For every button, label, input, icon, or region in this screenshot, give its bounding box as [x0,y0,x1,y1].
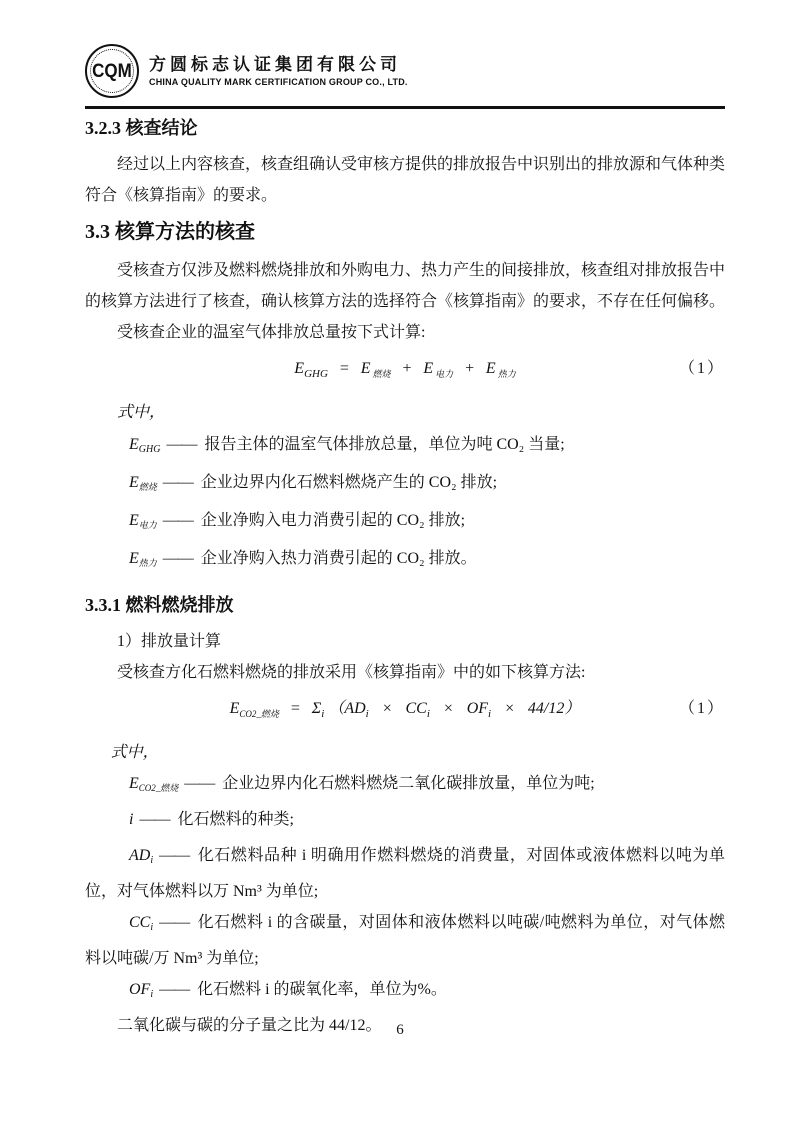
formula-symbol: E [423,360,434,377]
term-symbol: E [129,775,139,792]
definition-text: 企业净购入热力消费引起的 CO₂ 排放。 [200,550,477,567]
formula-number: （1） [678,700,725,717]
definition-dash: —— [159,914,190,931]
formula-subscript: i [488,708,492,720]
formula-subscript: 燃烧 [372,369,391,379]
formula-subscript: 电力 [435,369,454,379]
definition-item [85,542,725,580]
term-subscript: i [150,989,154,1000]
definition-text: 化石燃料的种类; [177,811,294,828]
formula-subscript: GHG [304,368,328,380]
definition-item [85,907,725,974]
formula-subscript: 热力 [497,369,516,379]
term-symbol: E [129,474,139,491]
times-sign: × [504,700,515,717]
heading-3-3: 3.3 核算方法的核查 [85,221,255,243]
company-name-cn: 方圆标志认证集团有限公司 [149,54,401,74]
company-name-en: CHINA QUALITY MARK CERTIFICATION GROUP CO., LTD. [149,76,408,87]
company-header [85,42,725,109]
formula-symbol: AD [344,700,366,717]
definition-dash: —— [139,811,170,828]
paragraph-conclusion: 经过以上内容核查，核查组确认受审核方提供的排放报告中识别出的排放源和气体种类符合《核算指南》的要求。 [85,156,726,204]
definition-item [85,504,725,542]
sigma-symbol: Σ [311,700,322,717]
times-sign: × [381,700,393,717]
term-symbol: AD [129,847,151,864]
paragraph-method-intro: 受核查方化石燃料燃烧的排放采用《核算指南》中的如下核算方法: [117,664,586,681]
formula-subscript: CO2_燃烧 [239,709,279,719]
definition-text: 化石燃料品种 i 明确用作燃料燃烧的消费量，对固体或液体燃料以吨为单位，对气体燃料以万 Nm³ 为单位; [85,847,725,900]
formula-fuel-combustion [85,692,725,731]
term-subscript: 热力 [138,558,157,568]
definition-dash: —— [162,550,193,567]
definition-text: 企业边界内化石燃料燃烧二氧化碳排放量，单位为吨; [222,775,595,792]
formula-symbol: E [294,360,305,377]
formula-symbol: E [229,700,240,717]
term-symbol: i [129,811,134,828]
where-label: 式中， [110,744,159,761]
company-names [149,54,408,89]
equals-sign: = [289,700,301,717]
definition-item [85,840,725,907]
heading-3-2-3: 3.2.3 核查结论 [85,118,198,138]
formula-symbol: CC [405,700,427,717]
definition-dash: —— [162,474,193,491]
open-paren: （ [328,700,345,717]
formula-subscript: i [365,708,369,720]
equals-sign: = [338,360,350,377]
term-subscript: i [150,922,154,933]
formula-ghg-total [85,352,725,391]
definition-dash: —— [159,981,190,998]
heading-3-3-1: 3.3.1 燃料燃烧排放 [85,595,234,615]
where-label: 式中， [117,404,166,421]
term-symbol: CC [129,914,151,931]
definition-item [85,428,725,466]
definition-dash: —— [166,436,197,453]
definition-item [85,974,725,1010]
definition-dash: —— [162,512,193,529]
formula-symbol: OF [466,700,489,717]
formula-subscript: i [426,708,430,720]
close-paren: ） [564,700,581,717]
term-symbol: E [129,436,139,453]
term-symbol: OF [129,981,151,998]
paragraph-molecular-ratio: 二氧化碳与碳的分子量之比为 44/12。 [117,1017,382,1034]
definition-dash: —— [184,775,215,792]
cqm-seal-icon [85,44,139,98]
term-symbol: E [129,512,139,529]
term-subscript: 燃烧 [138,482,157,492]
definition-item [85,768,725,804]
paragraph-method-check: 受核查方仅涉及燃料燃烧排放和外购电力、热力产生的间接排放，核查组对排放报告中的核算方法进行了核查，确认核算方法的选择符合《核算指南》的要求，不存在任何偏移。 [85,262,726,310]
term-symbol: E [129,550,139,567]
definition-text: 企业净购入电力消费引起的 CO₂ 排放; [200,512,466,529]
times-sign: × [442,700,454,717]
definition-item [85,466,725,504]
page-number: 6 [396,1022,404,1038]
definition-text: 报告主体的温室气体排放总量，单位为吨 CO₂ 当量; [204,436,565,453]
formula-subscript: i [321,708,325,720]
formula-symbol: E [360,360,371,377]
term-subscript: GHG [138,444,161,455]
term-subscript: i [150,855,154,866]
definition-dash: —— [159,847,190,864]
cqm-logo-text: CQM [92,59,132,82]
definition-item [85,804,725,840]
definition-text: 化石燃料 i 的含碳量，对固体和液体燃料以吨碳/吨燃料为单位，对气体燃料以吨碳/万 Nm³ 为单位; [85,914,725,967]
paragraph-total-intro: 受核查企业的温室气体排放总量按下式计算: [117,324,426,341]
plus-sign: + [401,360,413,377]
ratio-value: 44/12 [527,700,565,717]
paragraph-calc-label: 1）排放量计算 [117,633,222,650]
definition-text: 企业边界内化石燃料燃烧产生的 CO₂ 排放; [200,474,498,491]
term-subscript: 电力 [138,520,157,530]
plus-sign: + [464,360,475,377]
formula-symbol: E [485,360,496,377]
definition-text: 化石燃料 i 的碳氧化率，单位为%。 [197,981,447,998]
term-subscript: CO2_燃烧 [138,783,179,793]
formula-number: （1） [678,360,725,377]
